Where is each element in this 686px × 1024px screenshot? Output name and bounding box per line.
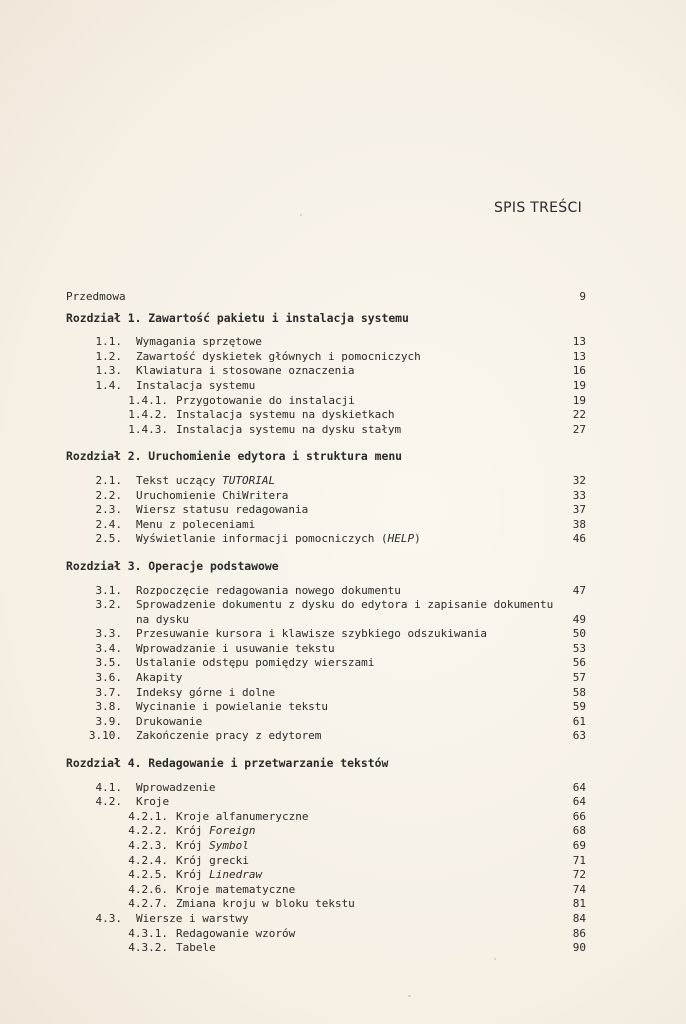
subsection-entry <box>66 824 586 839</box>
page-number: 53 <box>572 641 586 655</box>
section-entry <box>66 627 586 642</box>
subsection-entry <box>66 854 586 869</box>
section-entry <box>66 474 586 489</box>
entry-title: Menu z poleceniami <box>136 517 256 531</box>
entry-title: Zakończenie pracy z edytorem <box>136 729 322 743</box>
entry-number: 4.3.1. <box>128 926 168 940</box>
entry-number: 4.3.2. <box>128 941 168 955</box>
entry-title: Sprowadzenie dokumentu z dysku do edytora i zapisanie dokumentu <box>136 598 554 612</box>
entry-number: 4.3. <box>95 911 122 925</box>
entry-number: 1.4.1. <box>128 393 168 407</box>
section-entry <box>66 518 586 533</box>
section-entry <box>66 613 586 628</box>
page-number: 64 <box>572 780 586 794</box>
section-entry <box>66 503 586 518</box>
entry-title: Indeksy górne i dolne <box>136 685 276 699</box>
chapter-gap <box>66 437 586 443</box>
entry-title: Wiersz statusu redagowania <box>136 503 309 517</box>
entry-number: 2.5. <box>95 532 122 546</box>
page-number: 50 <box>572 627 586 641</box>
entry-number: 1.4.2. <box>128 408 168 422</box>
page-number: 59 <box>572 700 586 714</box>
entry-title: Kroje matematyczne <box>176 882 296 896</box>
entry-number: 1.2. <box>95 349 122 363</box>
page-number: 68 <box>572 824 586 838</box>
section-entry <box>66 671 586 686</box>
entry-number: 3.7. <box>95 685 122 699</box>
subsection-entry <box>66 927 586 942</box>
section-entry <box>66 700 586 715</box>
section-entry <box>66 642 586 657</box>
entry-title: Drukowanie <box>136 714 203 728</box>
section-entry <box>66 379 586 394</box>
entry-number: 3.5. <box>95 656 122 670</box>
entry-title: Wymagania sprzętowe <box>136 335 262 349</box>
paper-speck <box>408 995 411 997</box>
paper-speck <box>494 958 496 960</box>
entry-number: 1.1. <box>95 335 122 349</box>
subsection-entry <box>66 941 586 956</box>
paper-speck <box>300 214 302 216</box>
entry-title: Krój Linedraw <box>176 868 263 882</box>
chapter-gap <box>66 744 586 750</box>
entry-title: Rozpoczęcie redagowania nowego dokumentu <box>136 583 401 597</box>
entry-number: 4.2.1. <box>128 809 168 823</box>
entry-number: 3.1. <box>95 583 122 597</box>
page-number: 32 <box>572 473 586 487</box>
page-number: 84 <box>572 911 586 925</box>
chapter-title: Rozdział 2. Uruchomienie edytora i struktura menu <box>66 449 403 464</box>
entry-number: 1.4.3. <box>128 422 168 436</box>
chapter-gap <box>66 956 586 962</box>
entry-number: 4.2.3. <box>128 839 168 852</box>
entry-title: Krój grecki <box>176 853 249 867</box>
section-entry <box>66 729 586 744</box>
section-entry <box>66 584 586 599</box>
chapter-heading <box>66 449 586 464</box>
entry-title: Kroje alfanumeryczne <box>176 809 309 823</box>
chapter-heading <box>66 559 586 574</box>
table-of-contents <box>66 290 586 962</box>
entry-number: 1.3. <box>95 364 122 378</box>
page-number: 57 <box>572 671 586 685</box>
page-title: SPIS TREŚCI <box>493 200 582 216</box>
chapter-title: Rozdział 4. Redagowanie i przetwarzanie tekstów <box>66 756 389 771</box>
chapter-heading <box>66 311 586 326</box>
entry-title: Ustalanie odstępu pomiędzy wierszami <box>136 656 375 670</box>
entry-title: Instalacja systemu na dysku stałym <box>176 422 402 436</box>
entry-number: 4.2.2. <box>128 824 168 838</box>
subsection-entry <box>66 810 586 825</box>
entry-number: 3.2. <box>95 598 122 612</box>
page-number: 37 <box>572 503 586 517</box>
entry-title: Wprowadzenie <box>136 780 216 794</box>
entry-title: Zawartość dyskietek głównych i pomocniczych <box>136 349 421 363</box>
page-number: 47 <box>572 583 586 597</box>
entry-number: 3.6. <box>95 671 122 685</box>
entry-title: Klawiatura i stosowane oznaczenia <box>136 364 355 378</box>
subsection-entry <box>66 839 586 854</box>
entry-title: Instalacja systemu <box>136 378 256 392</box>
chapter-list <box>66 311 586 962</box>
entry-number: 1.4. <box>95 378 122 392</box>
entry-number: 2.2. <box>95 488 122 502</box>
entry-number: 4.2. <box>95 795 122 809</box>
subsection-entry <box>66 408 586 423</box>
section-entry <box>66 489 586 504</box>
entry-number: 2.3. <box>95 503 122 517</box>
chapter-gap <box>66 547 586 553</box>
page-number: 56 <box>572 656 586 670</box>
entry-number: 4.2.5. <box>128 868 168 882</box>
page-number: 49 <box>572 612 586 626</box>
page-number: 9 <box>579 290 586 303</box>
entry-title: Tabele <box>176 941 216 955</box>
page-number: 74 <box>572 882 586 896</box>
subsection-entry <box>66 394 586 409</box>
section-entry <box>66 350 586 365</box>
page-number: 63 <box>572 729 586 743</box>
page-number: 81 <box>572 897 586 911</box>
page-number: 13 <box>572 349 586 363</box>
section-entry <box>66 912 586 927</box>
page-number: 61 <box>572 714 586 728</box>
entry-title: Wiersze i warstwy <box>136 911 249 925</box>
entry-number: 3.4. <box>95 641 122 655</box>
subsection-entry <box>66 883 586 898</box>
section-entry <box>66 795 586 810</box>
entry-number: 3.10. <box>88 729 122 743</box>
page-number: 22 <box>572 408 586 422</box>
entry-title: Redagowanie wzorów <box>176 926 296 940</box>
entry-title: Krój Symbol <box>176 839 249 852</box>
chapter-title: Rozdział 3. Operacje podstawowe <box>66 558 279 573</box>
entry-title: Przygotowanie do instalacji <box>176 393 355 407</box>
entry-number: 4.2.4. <box>128 853 168 867</box>
entry-number: 4.1. <box>95 780 122 794</box>
page-number: 16 <box>572 364 586 378</box>
subsection-entry <box>66 423 586 438</box>
subsection-entry <box>66 868 586 883</box>
page-number: 19 <box>572 378 586 392</box>
section-entry <box>66 598 586 613</box>
entry-title: Wprowadzanie i usuwanie tekstu <box>136 641 335 655</box>
page-number: 66 <box>572 809 586 823</box>
chapter-heading <box>66 756 586 771</box>
entry-number: 3.9. <box>95 714 122 728</box>
page-number: 38 <box>572 517 586 531</box>
entry-title: Uruchomienie ChiWritera <box>136 488 289 502</box>
entry-number: 2.1. <box>95 473 122 487</box>
section-entry <box>66 532 586 547</box>
entry-title: Tekst uczący TUTORIAL <box>136 473 276 487</box>
entry-title: na dysku <box>136 612 189 626</box>
page-number: 27 <box>572 422 586 436</box>
entry-number: 4.2.7. <box>128 897 168 911</box>
section-entry <box>66 715 586 730</box>
section-entry <box>66 335 586 350</box>
entry-title: Instalacja systemu na dyskietkach <box>176 408 395 422</box>
entry-number: 3.8. <box>95 700 122 714</box>
page-number: 19 <box>572 393 586 407</box>
page-number: 69 <box>572 839 586 852</box>
page-number: 46 <box>572 532 586 546</box>
page-number: 72 <box>572 868 586 882</box>
page-number: 58 <box>572 685 586 699</box>
entry-title: Kroje <box>136 795 170 809</box>
section-entry <box>66 364 586 379</box>
page-number: 13 <box>572 335 586 349</box>
page-number: 71 <box>572 853 586 867</box>
entry-number: 4.2.6. <box>128 882 168 896</box>
entry-title: Przesuwanie kursora i klawisze szybkiego odszukiwania <box>136 627 487 641</box>
section-entry <box>66 781 586 796</box>
section-entry <box>66 686 586 701</box>
entry-title: Wycinanie i powielanie tekstu <box>136 700 329 714</box>
preface-entry <box>66 290 586 305</box>
page-number: 86 <box>572 926 586 940</box>
preface-label: Przedmowa <box>66 290 126 303</box>
entry-number: 2.4. <box>95 517 122 531</box>
chapter-title: Rozdział 1. Zawartość pakietu i instalacja systemu <box>66 310 409 325</box>
page-number: 64 <box>572 795 586 809</box>
entry-title: Akapity <box>136 671 183 685</box>
entry-title: Zmiana kroju w bloku tekstu <box>176 897 355 911</box>
entry-title: Wyświetlanie informacji pomocniczych (HELP) <box>136 532 421 546</box>
subsection-entry <box>66 897 586 912</box>
page-number: 90 <box>572 941 586 955</box>
page-number: 33 <box>572 488 586 502</box>
section-entry <box>66 656 586 671</box>
entry-number: 3.3. <box>95 627 122 641</box>
entry-title: Krój Foreign <box>176 824 256 838</box>
